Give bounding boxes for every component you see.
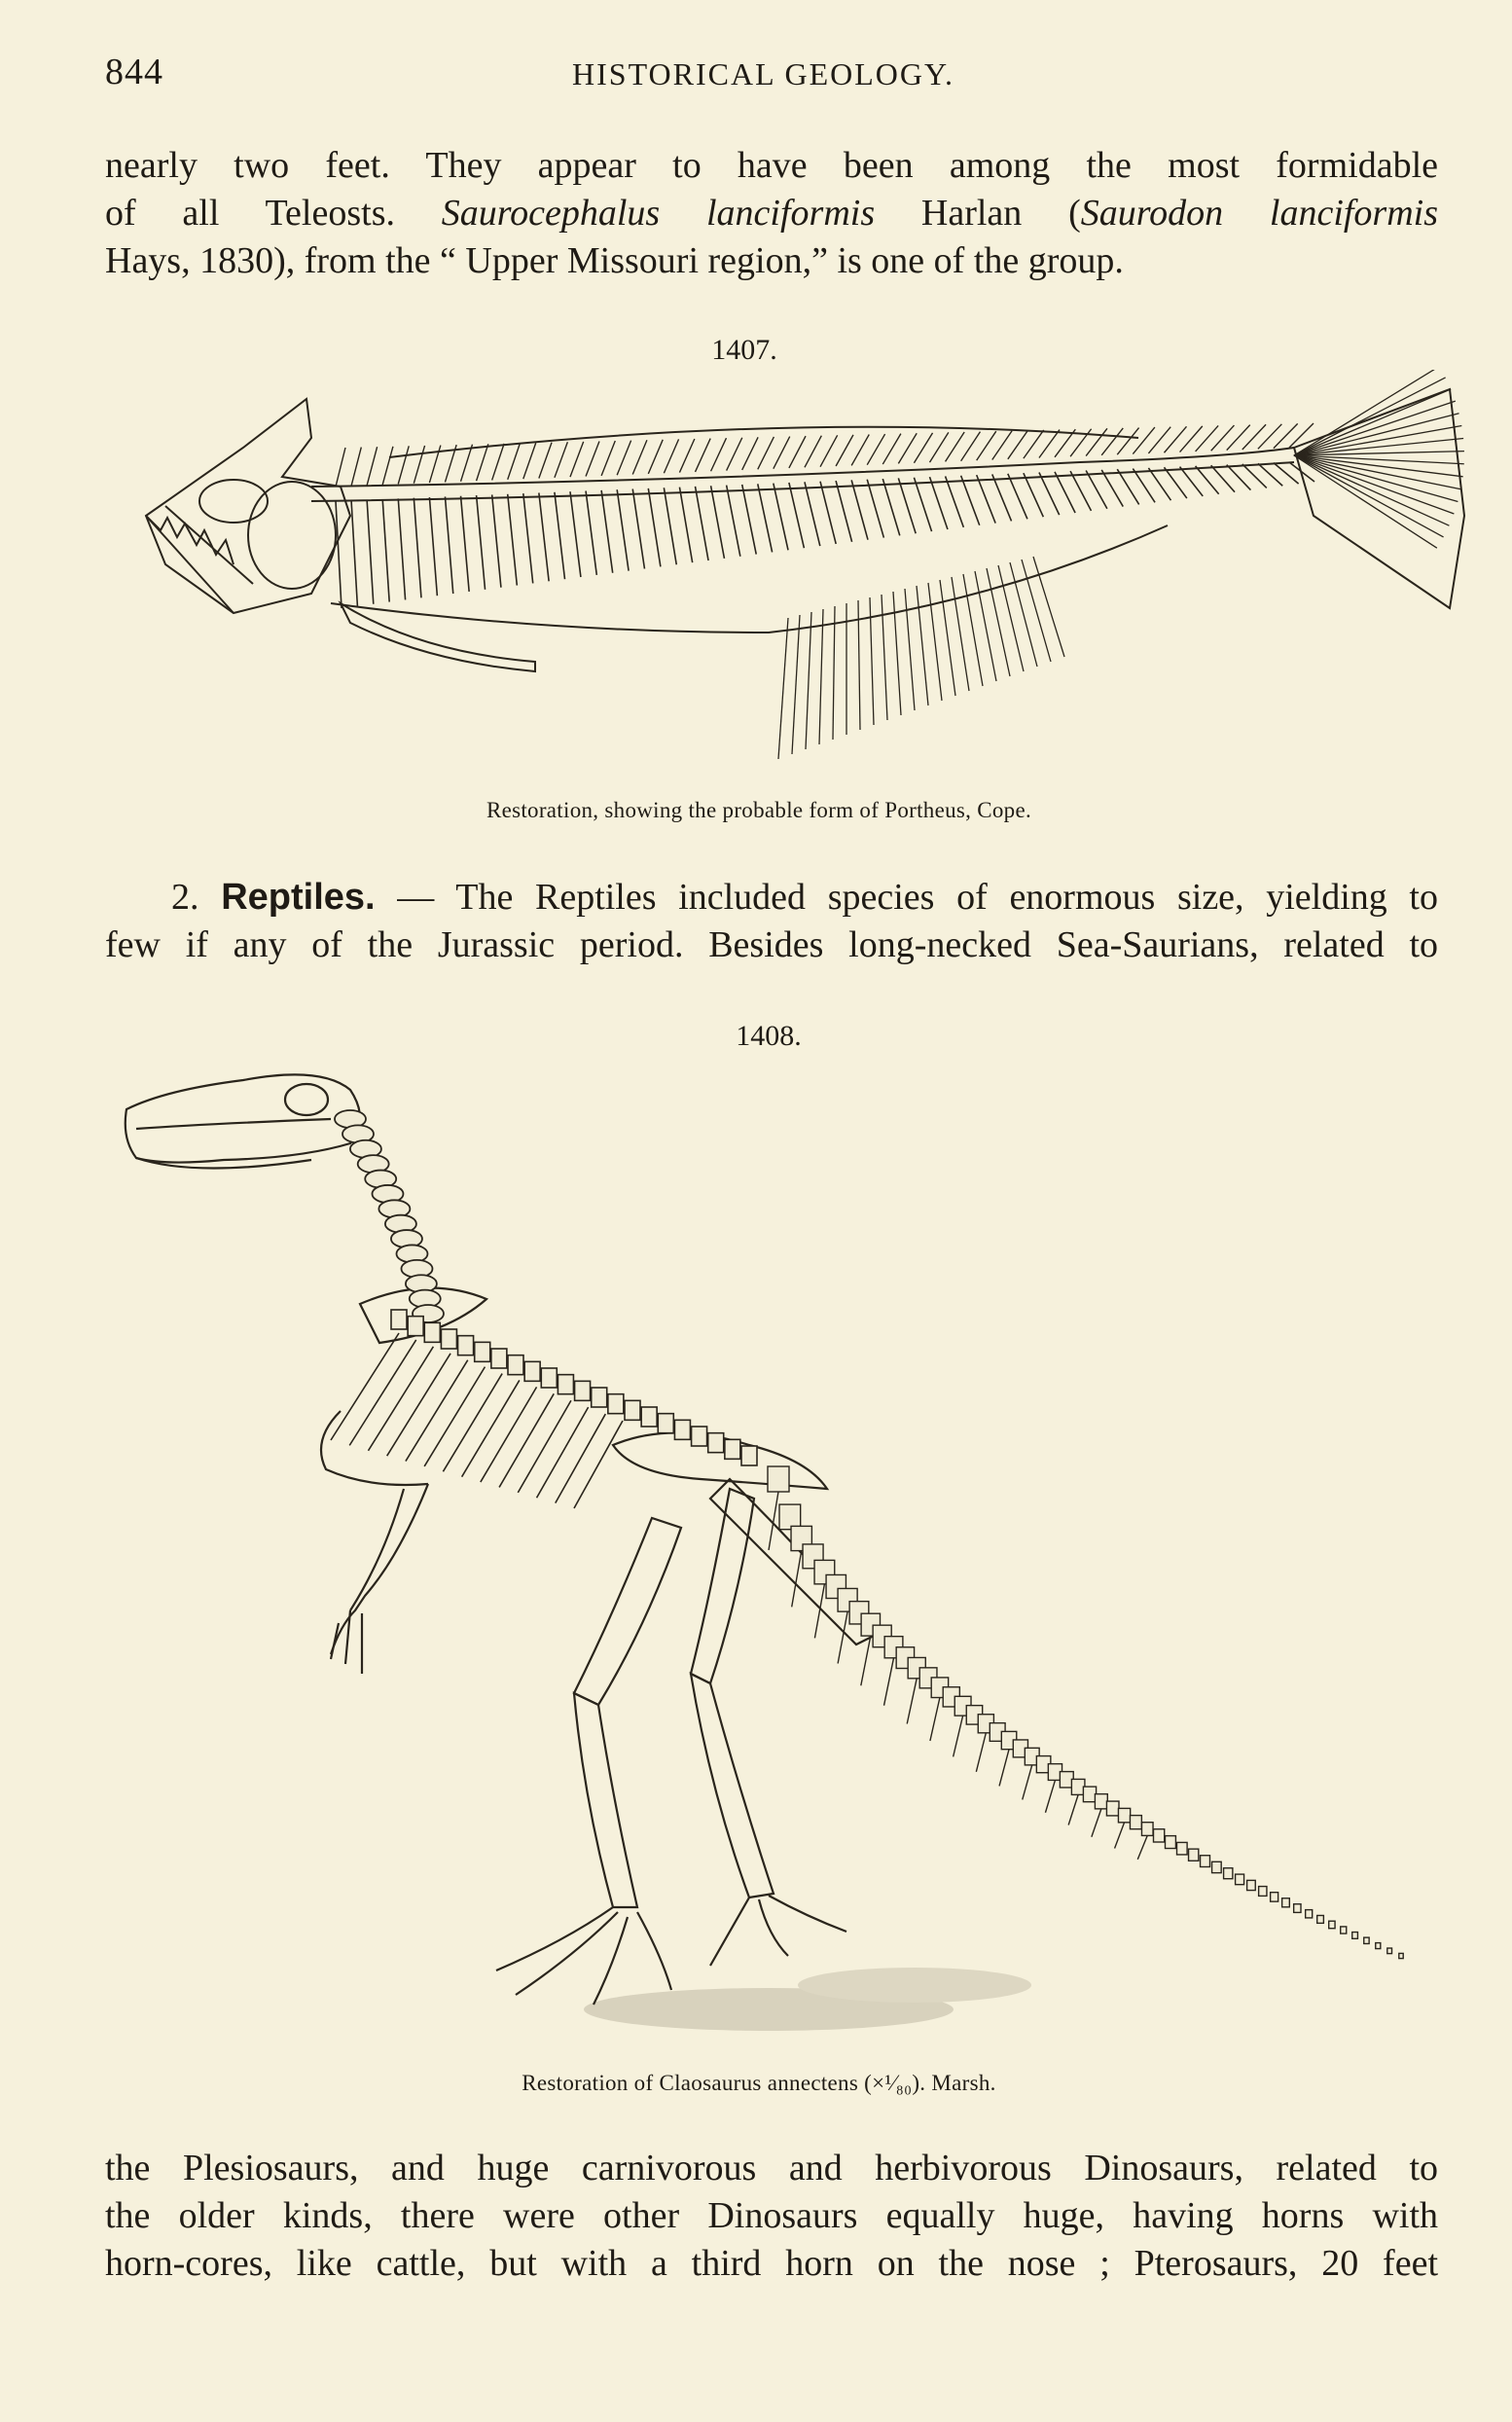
paragraph-line: Hays, 1830), from the “ Upper Missouri region,” is one of the group. (105, 240, 1124, 281)
section-number: 2. (171, 877, 199, 918)
dino-tail-chevron (1023, 1765, 1032, 1800)
fish-tail-ray (1294, 389, 1451, 455)
fish-neural-spine (727, 438, 742, 471)
dino-tail-chevron (1137, 1835, 1147, 1859)
dino-tail-chevron (861, 1636, 871, 1685)
species-name: Saurocephalus lanciformis (441, 193, 876, 234)
fish-neural-spine (929, 432, 948, 462)
fish-rib (727, 486, 740, 557)
dino-vertebra (508, 1356, 523, 1375)
dino-rib (499, 1393, 554, 1487)
fish-rib (711, 486, 725, 559)
dino-vertebra (524, 1361, 540, 1381)
dino-tail-vertebra (1306, 1910, 1313, 1918)
fish-rib (679, 488, 692, 563)
dino-vertebra (541, 1368, 557, 1388)
figure-1408-caption: Restoration of Claosaurus annectens (×¹⁄₈₀). Marsh. (522, 2071, 996, 2095)
fish-rib (820, 482, 836, 544)
fish-neural-spine (711, 438, 727, 471)
fish-neural-spine (1008, 430, 1028, 458)
fish-neural-spine (742, 437, 758, 470)
dino-vertebra (391, 1310, 407, 1329)
fish-neural-spine (632, 440, 647, 474)
fish-neural-spine (664, 439, 678, 473)
dino-tail-vertebra (1118, 1808, 1130, 1822)
fish-fin-ray (917, 586, 928, 705)
dino-tail-vertebra (1282, 1898, 1290, 1907)
dino-tail-vertebra (1153, 1829, 1164, 1842)
dino-vertebra (674, 1420, 690, 1439)
dino-rib (518, 1400, 571, 1493)
fish-rib (867, 480, 883, 538)
fish-neural-spine (382, 447, 393, 485)
paragraph-reptiles (105, 874, 1438, 969)
fish-rib (492, 494, 501, 587)
figure-1407-caption: Restoration, showing the probable form of Portheus, Cope. (486, 798, 1032, 822)
fish-rib (789, 483, 805, 548)
fish-neural-spine (789, 436, 806, 468)
dino-tail-vertebra (1271, 1893, 1278, 1901)
fish-rib (539, 492, 549, 581)
fish-neural-spine (898, 433, 917, 463)
fish-rib (351, 500, 357, 606)
fish-rib (445, 496, 452, 594)
fish-neural-spine (679, 439, 694, 473)
dino-vertebra (491, 1349, 507, 1368)
fish-neural-spine (351, 448, 361, 487)
dino-tail-vertebra (1329, 1921, 1335, 1929)
dino-vertebra (575, 1381, 591, 1400)
fish-neural-spine (648, 440, 663, 474)
running-head (105, 51, 1448, 99)
fish-rib (898, 478, 916, 533)
fish-tail-ray (1294, 455, 1454, 514)
fish-neural-spine (914, 433, 932, 463)
paragraph-line: few if any of the Jurassic period. Besides long-necked Sea-Saurians, related to (105, 924, 1438, 965)
dino-vertebra (608, 1394, 624, 1414)
dino-vertebra (558, 1375, 573, 1394)
fish-fin-ray (905, 589, 915, 710)
species-name: Saurodon lanciformis (1080, 193, 1438, 234)
fish-neural-spine (820, 435, 838, 466)
dino-vertebra (641, 1407, 657, 1427)
dino-tail-chevron (792, 1551, 802, 1608)
fish-rib (977, 475, 995, 524)
dino-tail-chevron (954, 1716, 963, 1756)
dino-tail-chevron (838, 1611, 847, 1663)
fish-neural-spine (555, 442, 567, 478)
fish-neural-spine (601, 441, 615, 476)
dino-rib (481, 1387, 537, 1482)
dino-vertebra (625, 1400, 640, 1420)
fish-neural-spine (1039, 430, 1060, 458)
dino-vertebra (658, 1414, 673, 1433)
fish-rib (696, 487, 709, 560)
dino-rib (556, 1414, 606, 1503)
dino-tail-vertebra (1177, 1842, 1188, 1855)
dino-tail-chevron (907, 1679, 917, 1724)
fish-tail-ray (1294, 455, 1449, 525)
fish-rib (664, 488, 676, 564)
dino-tail-vertebra (1189, 1849, 1199, 1861)
fish-fin-ray (928, 583, 942, 701)
fish-fin-ray (833, 606, 835, 740)
fish-rib (882, 479, 899, 535)
dino-tail-vertebra (1352, 1933, 1358, 1939)
fish-neural-spine (539, 443, 552, 479)
fish-rib (774, 484, 788, 551)
paragraph-top (105, 142, 1438, 285)
fish-rib (398, 498, 405, 599)
paragraph-line: the older kinds, there were other Dinosaurs equally huge, having horns with (105, 2195, 1438, 2236)
fish-rib (414, 498, 421, 598)
fish-fin-ray (819, 609, 823, 744)
dino-tail-vertebra (1106, 1801, 1119, 1816)
fish-fin-ray (778, 618, 788, 759)
paragraph-line: the Plesiosaurs, and huge carnivorous and herbivorous Dinosaurs, related to (105, 2148, 1438, 2188)
dino-tail-vertebra (1212, 1862, 1222, 1872)
dino-vertebra (592, 1388, 607, 1407)
fish-rib (946, 476, 964, 526)
fish-neural-spine (477, 444, 488, 481)
fish-neural-spine (570, 442, 584, 477)
dinosaur-skeleton-illustration (107, 1051, 1430, 2073)
fish-fin-ray (792, 615, 800, 754)
dino-vertebra (441, 1329, 456, 1349)
fish-rib (555, 492, 565, 579)
fish-fin-ray (1010, 562, 1037, 667)
fish-tail-ray (1294, 455, 1463, 477)
fish-neural-spine (992, 431, 1012, 460)
fish-rib (1101, 470, 1123, 507)
dino-rib (574, 1421, 623, 1508)
fish-neural-spine (946, 432, 965, 461)
text-run: Harlan ( (875, 193, 1081, 234)
dino-tail-chevron (999, 1750, 1009, 1787)
text-run: — The Reptiles included species of enormous size, yielding to (375, 877, 1438, 918)
page-number: 844 (105, 52, 163, 92)
dino-tail-chevron (884, 1658, 894, 1706)
dino-tail-vertebra (1341, 1927, 1347, 1934)
fish-rib (851, 480, 868, 539)
paragraph-line: nearly two feet. They appear to have been among the most formidable (105, 145, 1438, 186)
dino-tail-chevron (1045, 1780, 1055, 1812)
fish-rib (1086, 471, 1107, 509)
fish-neural-spine (492, 444, 504, 481)
dino-tail-vertebra (1259, 1887, 1267, 1897)
dino-tail-vertebra (1387, 1948, 1392, 1954)
dino-rib (537, 1407, 589, 1498)
figure-1408-number: 1408. (736, 1020, 802, 1052)
fish-tail-ray (1294, 378, 1446, 455)
paragraph-bottom (105, 2145, 1438, 2288)
dino-tail-vertebra (1201, 1856, 1210, 1867)
fish-rib (523, 493, 533, 583)
running-title: HISTORICAL GEOLOGY. (572, 56, 954, 91)
fish-rib (429, 497, 437, 596)
fish-neural-spine (758, 437, 774, 469)
dino-tail-vertebra (1317, 1915, 1324, 1923)
fish-rib (648, 488, 661, 566)
dino-tail-vertebra (1364, 1937, 1369, 1943)
fish-tail-ray (1294, 455, 1444, 537)
fish-rib (461, 496, 470, 592)
dino-rib (462, 1380, 520, 1476)
fish-neural-spine (696, 439, 711, 472)
fish-neural-spine (1274, 423, 1298, 448)
fish-neural-spine (836, 435, 853, 466)
fish-rib (601, 490, 613, 573)
fish-neural-spine (617, 441, 630, 476)
dino-rib (349, 1340, 415, 1445)
fish-fin-ray (940, 580, 955, 696)
paragraph-line (105, 190, 1438, 237)
fish-rib (508, 494, 518, 586)
fish-neural-spine (398, 446, 409, 484)
fish-neural-spine (961, 432, 981, 461)
fish-neural-spine (508, 443, 521, 479)
dino-tail-vertebra (768, 1466, 789, 1492)
dino-tail-vertebra (1130, 1816, 1141, 1829)
dino-vertebra (408, 1317, 423, 1336)
fish-neural-spine (805, 436, 821, 468)
fish-rib (1024, 473, 1043, 517)
fish-rib (586, 491, 596, 575)
dino-tail-vertebra (1083, 1787, 1096, 1802)
fish-neural-spine (1242, 424, 1266, 450)
dino-tail-chevron (1115, 1823, 1125, 1849)
fish-rib (992, 474, 1012, 521)
dino-tail-chevron (1092, 1809, 1101, 1837)
fish-rib (742, 485, 757, 555)
fish-neural-spine (523, 443, 536, 479)
fish-neural-spine (429, 446, 440, 484)
fish-rib (1008, 474, 1027, 520)
dino-tail-vertebra (1294, 1904, 1301, 1913)
fish-rib (382, 499, 389, 602)
fish-rib (570, 491, 581, 577)
paragraph-line (105, 874, 1438, 922)
fish-neural-spine (851, 434, 869, 465)
fish-neural-spine (867, 434, 884, 465)
figure-1407-number: 1407. (711, 334, 777, 366)
fish-rib (1055, 472, 1075, 513)
dino-tail-vertebra (1236, 1874, 1244, 1885)
dino-vertebra (708, 1433, 724, 1453)
fish-rib (758, 484, 773, 552)
fish-rib (367, 500, 374, 604)
dino-tail-vertebra (1376, 1943, 1381, 1949)
dino-tail-vertebra (1247, 1880, 1256, 1890)
fish-rib (336, 501, 342, 608)
paragraph-line: horn-cores, like cattle, but with a third horn on the nose ; Pterosaurs, 20 feet (105, 2243, 1438, 2284)
dino-vertebra (458, 1336, 474, 1356)
fish-fin-ray (806, 612, 811, 749)
fish-rib (929, 477, 947, 529)
fish-neural-spine (336, 448, 345, 487)
fish-neural-spine (586, 441, 599, 476)
fish-rib (632, 489, 644, 569)
fish-rib (914, 478, 931, 531)
fish-rib (1070, 471, 1091, 511)
fish-skeleton-illustration (107, 370, 1469, 788)
fish-rib (617, 489, 629, 570)
dino-tail-chevron (930, 1698, 940, 1741)
fish-neural-spine (367, 447, 377, 486)
fish-rib (805, 482, 820, 546)
fish-neural-spine (414, 446, 424, 484)
dino-tail-vertebra (1224, 1868, 1233, 1879)
fish-neural-spine (774, 437, 790, 469)
dino-vertebra (725, 1439, 740, 1459)
fish-rib (836, 481, 851, 542)
fish-neural-spine (1258, 424, 1282, 449)
dino-vertebra (741, 1446, 757, 1465)
dino-rib (331, 1333, 399, 1440)
dino-tail-vertebra (1095, 1794, 1107, 1809)
dino-tail-vertebra (1166, 1836, 1176, 1849)
dino-tail-chevron (976, 1733, 986, 1772)
text-run: of all Teleosts. (105, 193, 442, 234)
dino-tail-vertebra (1399, 1953, 1403, 1958)
fish-neural-spine (1024, 430, 1044, 458)
dino-vertebra (475, 1342, 490, 1361)
fish-rib (1039, 472, 1060, 515)
dino-vertebra (424, 1322, 440, 1342)
fish-fin-ray (893, 592, 901, 715)
fish-rib (961, 476, 980, 525)
dino-vertebra (692, 1427, 707, 1446)
fish-tail-ray (1294, 414, 1459, 455)
dino-tail-chevron (1068, 1794, 1078, 1825)
fish-rib (477, 495, 486, 590)
fish-rib (1117, 469, 1138, 504)
section-heading: Reptiles. (221, 877, 376, 918)
fish-neural-spine (977, 431, 996, 460)
fish-neural-spine (882, 434, 901, 464)
dino-tail-vertebra (1141, 1823, 1153, 1836)
